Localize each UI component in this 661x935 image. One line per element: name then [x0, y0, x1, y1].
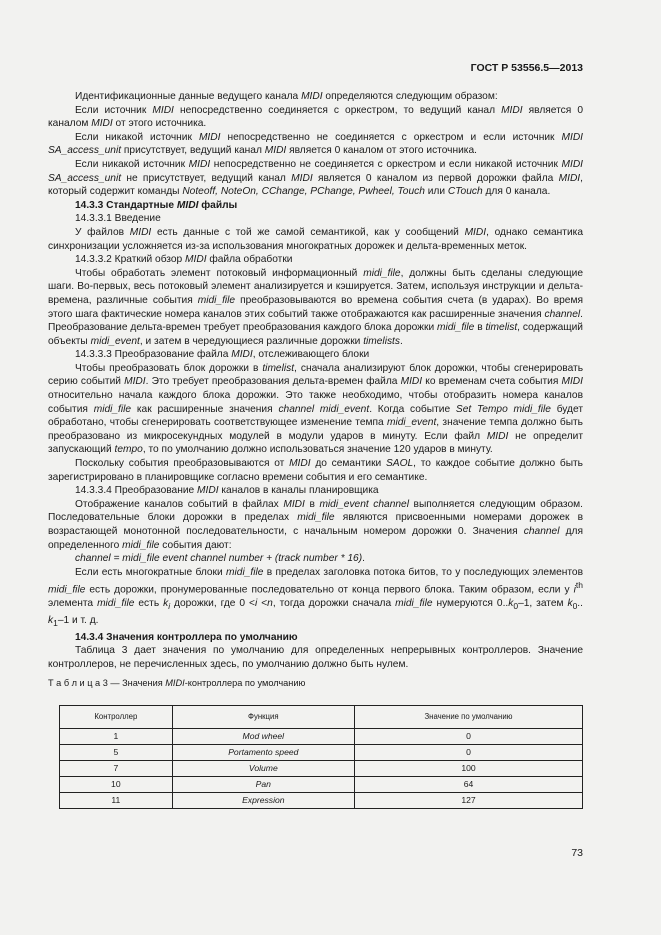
paragraph: Таблица 3 дает значения по умолчанию для определенных непрерывных контроллеров. Значение контроллеров, не перечисленных здесь, по умолчанию должно быть нулем. [48, 645, 583, 670]
paragraph: 14.3.3.1 Введение [75, 213, 161, 225]
table-cell: 100 [354, 760, 582, 776]
paragraph: 14.3.3.4 Преобразование MIDI каналов в каналы планировщика [75, 485, 379, 497]
column-header: Значение по умолчанию [354, 705, 582, 728]
column-header: Функция [172, 705, 354, 728]
table-cell: 5 [60, 744, 173, 760]
table-cell: Pan [172, 776, 354, 792]
table-cell: 7 [60, 760, 173, 776]
section-heading: 14.3.4 Значения контроллера по умолчанию [75, 631, 298, 643]
page-body [48, 90, 583, 809]
table-cell: Mod wheel [172, 728, 354, 744]
table-caption: Т а б л и ц а 3 — Значения MIDI-контроллера по умолчанию [48, 678, 306, 689]
paragraph: Чтобы преобразовать блок дорожки в timelist, сначала анализируют блок дорожки, чтобы сгенерировать серию событий MIDI. Это требует преобразования дельта-времен файла MIDI ко временам счета события MIDI относительно начала каждого блока дорожки. Это также необходимо, чтобы отобразить номера каналов события midi_file как расширенные значения channel midi_event. Когда событие Set Tempo midi_file будет обработано, чтобы сгенерировать соответствующее изменение темпа midi_event, значение темпа должно быть преобразовано из микросекундных модулей в модули ударов в минуту. Если файл MIDI не определит запускающий tempo, то по умолчанию должно использоваться значение 120 ударов в минуту. [48, 362, 584, 456]
table-cell: 127 [354, 792, 582, 808]
table-cell: 0 [354, 744, 582, 760]
table-header-row [60, 705, 583, 728]
table-row [60, 792, 583, 808]
paragraph: Если источник MIDI непосредственно соединяется с оркестром, то ведущий канал MIDI является 0 каналом MIDI от этого источника. [48, 104, 583, 130]
paragraph: Отображение каналов событий в файлах MIDI в midi_event channel выполняется следующим образом. Последовательные блоки дорожки в пределах midi_file являются присвоенными номерами дорожек в возрастающей монотонной последовательности, с начальным номером дорожки 0. Значения channel для определенного midi_file события дают: [48, 498, 583, 551]
table-cell: Expression [172, 792, 354, 808]
document-code: ГОСТ Р 53556.5—2013 [470, 62, 583, 74]
paragraph: Поскольку события преобразовываются от MIDI до семантики SAOL, то каждое событие должно быть зарегистрировано в планировщике согласно времени события и его семантике. [48, 458, 583, 483]
table-cell: Volume [172, 760, 354, 776]
table-cell: 1 [60, 728, 173, 744]
paragraph: 14.3.3.3 Преобразование файла MIDI, отслеживающего блоки [75, 349, 370, 361]
paragraph: Идентификационные данные ведущего канала MIDI определяются следующим образом: [75, 91, 498, 102]
text-body [48, 90, 583, 671]
table-row [60, 760, 583, 776]
table-cell: 11 [60, 792, 173, 808]
table-row [60, 728, 583, 744]
table-row [60, 776, 583, 792]
paragraph: 14.3.3.2 Краткий обзор MIDI файла обработки [75, 254, 293, 266]
paragraph: Если есть многократные блоки midi_file в пределах заголовка потока битов, то у последующих элементов midi_file есть дорожки, пронумерованные последовательно от конца первого блока. Таким образом, если у $i^{th}$ элемента midi_file есть $k_i$ дорожки, где 0 <i <n, тогда дорожки сначала midi_file нумеруются $0..k_0-1$, затем $k_0$.. $k_1-1$ и т. д. [48, 566, 584, 629]
column-header: Контроллер [60, 705, 173, 728]
paragraph: У файлов MIDI есть данные с той же самой семантикой, как у сообщений MIDI, однако семантика синхронизации усложняется из-за использования многократных дорожек и дельта-временных меток. [48, 226, 583, 252]
table-cell: 0 [354, 728, 582, 744]
section-heading: 14.3.3 Стандартные MIDI файлы [75, 199, 238, 211]
paragraph: Если никакой источник MIDI непосредственно не соединяется с оркестром и если никакой источник MIDI SA_access_unit не присутствует, ведущий канал MIDI является 0 каналом из первой дорожки файла MIDI, который содержит команды Noteoff, NoteOn, CChange, PChange, Pwheel, Touch или CTouch для 0 канала. [48, 158, 584, 198]
controller-defaults-table [59, 705, 583, 809]
paragraph: Чтобы обработать элемент потоковый информационный midi_file, должны быть сделаны следующие шаги. Во-первых, весь потоковый элемент анализируется и кэшируется. Затем, используя инструкции и дельта-времена, различные события midi_file преобразовываются во времена события счета (в ударах). Во время этого шага фактические номера каналов этих событий также отображаются как расширенные значения channel. Преобразование дельта-времен требует преобразования каждого блока дорожки midi_file в timelist, содержащий объекты midi_event, и затем в чередующиеся различные дорожки timelists. [48, 267, 583, 347]
table-row [60, 744, 583, 760]
table-cell: Portamento speed [172, 744, 354, 760]
table-cell: 64 [354, 776, 582, 792]
paragraph: channel = midi_file event channel number + (track number * 16). [75, 553, 365, 565]
table-cell: 10 [60, 776, 173, 792]
paragraph: Если никакой источник MIDI непосредственно не соединяется с оркестром и если источник MIDI SA_access_unit присутствует, ведущий канал MIDI является 0 каналом от этого источника. [48, 131, 584, 157]
page-number: 73 [571, 847, 583, 859]
